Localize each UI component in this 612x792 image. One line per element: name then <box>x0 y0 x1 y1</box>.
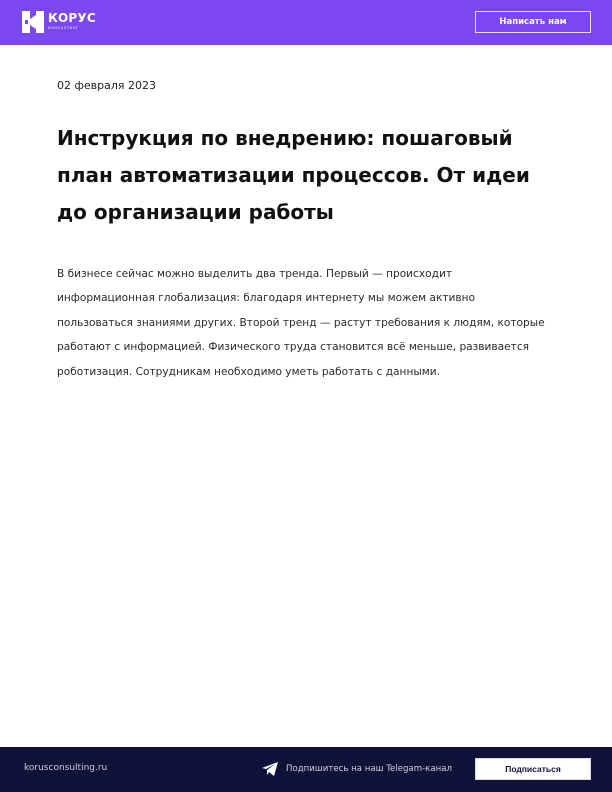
telegram-icon[interactable] <box>262 762 278 776</box>
article-body: В бизнесе сейчас можно выделить два тренда. Первый — происходит информационная глобализация: благодаря интернету мы можем активно пользоваться знаниями других. Второй тренд — растут требования к людям, которые работают с информацией. Физического труда становится всё меньше, развивается роботизация. Сотрудникам необходимо уметь работать с данными. <box>57 268 545 378</box>
telegram-subscribe-link[interactable]: Подпишитесь на наш Telegam-канал <box>286 764 453 774</box>
logo-subtitle: КОНСАЛТИНГ <box>48 26 79 30</box>
header <box>0 0 612 45</box>
site-link[interactable]: korusconsulting.ru <box>24 763 108 773</box>
korus-logo[interactable] <box>22 11 102 35</box>
footer <box>0 747 612 792</box>
logo-name: КОРУС <box>48 11 96 25</box>
contact-us-button[interactable]: Написать нам <box>475 11 591 33</box>
subscribe-button[interactable]: Подписаться <box>475 758 591 780</box>
article-title: Инструкция по внедрению: пошаговый план автоматизации процессов. От идеи до организации работы <box>57 126 530 224</box>
article-date: 02 февраля 2023 <box>57 79 157 92</box>
korus-logo-icon <box>22 11 44 33</box>
